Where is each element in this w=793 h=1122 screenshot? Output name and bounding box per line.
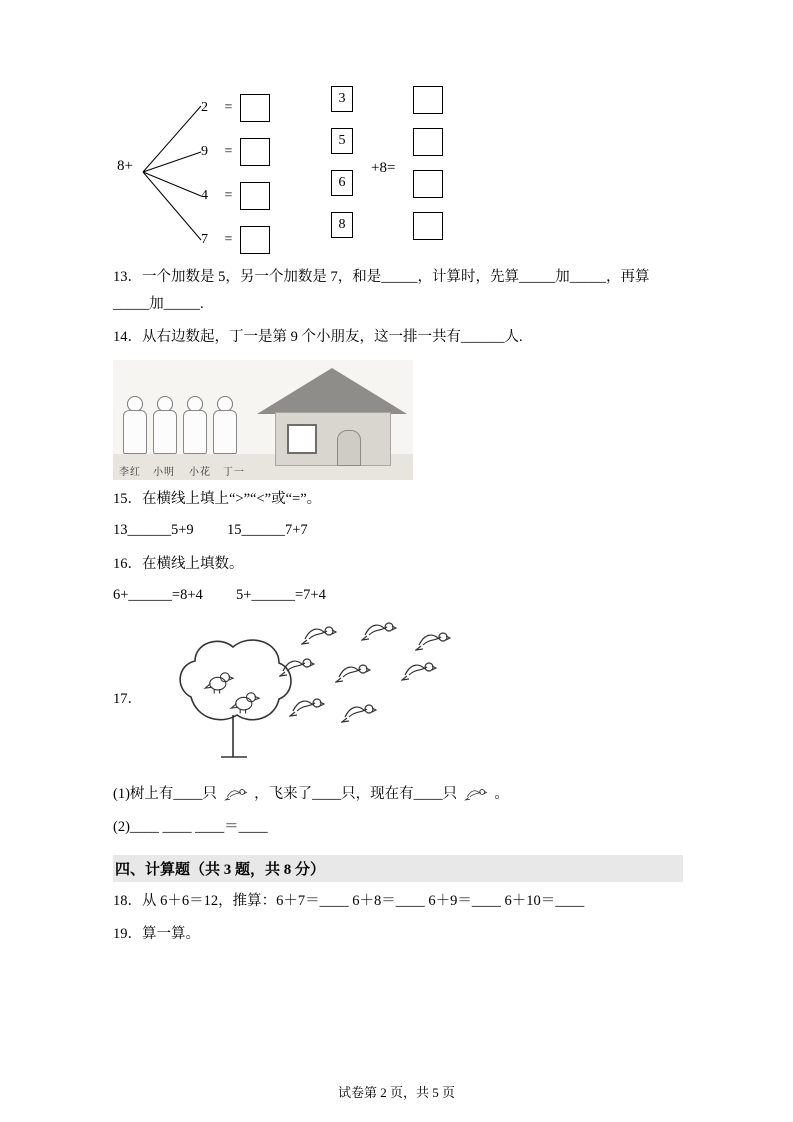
q12-branch-equals: =	[224, 100, 233, 116]
q12-branch-equals: =	[224, 144, 233, 160]
bird-icon	[461, 787, 491, 803]
q12-branch-lines	[141, 86, 205, 258]
q17-part1-text-a: (1)树上有____只	[113, 786, 217, 803]
flying-bird-icon	[415, 629, 451, 655]
q12-branch-number: 2	[201, 100, 208, 116]
child-body	[123, 410, 147, 454]
q12-branch-number: 9	[201, 144, 208, 160]
q17-part1-text-c: 。	[494, 786, 509, 803]
q12-middle-operator: +8=	[371, 160, 396, 176]
question-14-picture	[113, 360, 413, 480]
q12-branch-equals: =	[224, 232, 233, 248]
question-17-part2: (2)____ ____ ____＝____	[113, 818, 268, 835]
question-17-part1	[113, 781, 683, 808]
question-15-items	[113, 517, 683, 545]
house-roof	[257, 368, 407, 414]
q12-answer-box[interactable]	[413, 170, 443, 198]
question-18: 18．从 6＋6＝12，推算：6＋7＝____ 6＋8＝____ 6＋9＝____ 6＋10＝____	[113, 892, 585, 909]
flying-bird-icon	[341, 701, 377, 727]
q12-answer-box[interactable]	[413, 212, 443, 240]
child-body	[153, 410, 177, 454]
q15-item[interactable]: 15______7+7	[226, 522, 308, 539]
q12-answer-box[interactable]	[413, 86, 443, 114]
q12-branch-row	[201, 226, 270, 254]
q12-middle-column	[331, 86, 353, 254]
child-figure	[211, 396, 237, 456]
question-16: 16．在横线上填数。	[113, 555, 244, 572]
q12-answer-box[interactable]	[413, 128, 443, 156]
q12-branch-row	[201, 94, 270, 122]
question-12-diagram	[113, 86, 683, 258]
q12-branch-row	[201, 138, 270, 166]
child-name-label: 丁一	[223, 467, 245, 479]
bird-icon	[221, 787, 251, 803]
house-illustration	[257, 368, 407, 464]
q12-right-column	[413, 86, 443, 254]
page-footer: 试卷第 2 页，共 5 页	[337, 1085, 455, 1100]
q12-middle-value: 8	[331, 212, 353, 238]
child-body	[213, 410, 237, 454]
flying-bird-icon	[361, 619, 397, 645]
q12-branch-equals: =	[224, 188, 233, 204]
child-figure	[181, 396, 207, 456]
flying-bird-icon	[289, 695, 325, 721]
q16-item[interactable]: 5+______=7+4	[236, 586, 326, 603]
q12-middle-value: 3	[331, 86, 353, 112]
q12-branch-row	[201, 182, 270, 210]
flying-bird-icon	[335, 661, 371, 687]
flying-bird-icon	[279, 655, 315, 681]
q16-item[interactable]: 6+______=8+4	[113, 586, 203, 603]
child-name-label: 小明	[153, 467, 175, 479]
house-door	[337, 430, 361, 466]
section-heading-4: 四、计算题（共 3 题，共 8 分）	[113, 855, 683, 882]
child-figure	[121, 396, 147, 456]
question-13: 13．一个加数是 5，另一个加数是 7，和是_____，计算时，先算_____加_____，再算_____加_____.	[113, 269, 650, 312]
house-window	[287, 424, 317, 454]
q12-middle-value: 5	[331, 128, 353, 154]
q12-branch-number: 7	[201, 232, 208, 248]
child-body	[183, 410, 207, 454]
flying-bird-icon	[401, 659, 437, 685]
child-name-label: 李红	[119, 467, 141, 479]
q12-answer-box[interactable]	[240, 94, 270, 122]
child-figure	[151, 396, 177, 456]
q12-answer-box[interactable]	[240, 182, 270, 210]
q12-answer-box[interactable]	[240, 138, 270, 166]
page-content	[113, 86, 683, 947]
question-15: 15．在横线上填上“>”“<”或“=”。	[113, 491, 322, 508]
q12-middle-value: 6	[331, 170, 353, 196]
q15-item[interactable]: 13______5+9	[113, 522, 194, 539]
q12-lead: 8+	[117, 158, 133, 174]
question-19: 19．算一算。	[113, 925, 200, 942]
question-14: 14．从右边数起，丁一是第 9 个小朋友，这一排一共有______人.	[113, 328, 523, 345]
q12-branch-number: 4	[201, 188, 208, 204]
tree-illustration	[171, 627, 301, 767]
q17-part1-text-b: ，飞来了____只，现在有____只	[254, 786, 458, 803]
q12-answer-box[interactable]	[240, 226, 270, 254]
flying-bird-icon	[301, 623, 337, 649]
question-17-label: 17．	[113, 691, 142, 708]
question-16-items	[113, 582, 683, 610]
question-17-picture	[113, 617, 683, 767]
child-name-label: 小花	[189, 467, 211, 479]
